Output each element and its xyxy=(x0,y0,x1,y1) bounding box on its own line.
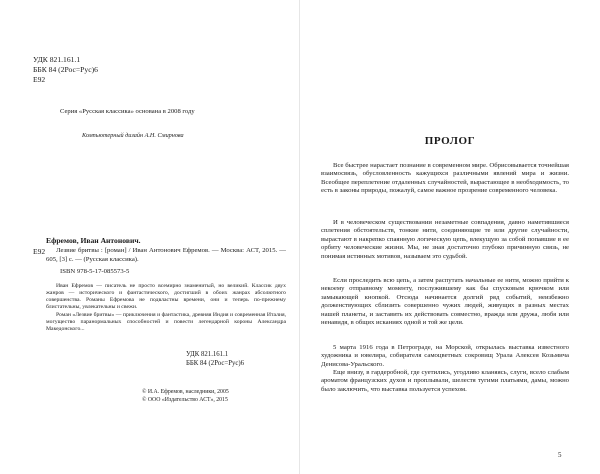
copyright-line: © И.А. Ефремов, наследники, 2005 xyxy=(142,389,229,395)
udk-code-small: УДК 821.161.1 xyxy=(186,351,229,358)
body-paragraph: Если проследить всю цепь, а затем распутать начальные ее нити, можно прийти к некоему отправному моменту, послужившему как бы спусковым крючком или замыкающей кнопкой. Отсюда начинается долгий ряд событий, неизбежно долженствующих сблизить совершенно чужих людей, живущих в разных местах нашей планеты, и заставить их действовать совместно, вражда или дружа, любя или ненавидя, в общих исканиях одной и той же цели. xyxy=(321,277,569,327)
udk-code: УДК 821.161.1 xyxy=(33,55,81,64)
annotation-paragraph: Иван Ефремов — писатель не просто всемирно знаменитый, но великий. Классик двух жанров — исторического и фантастического, достигший в обоих жанрах абсолютного совершенства. Романы Ефремова не подвластны времени, они и теперь по-прежнему блистательны, увлекательны и свежи. xyxy=(46,283,286,311)
page-number: 5 xyxy=(558,451,562,459)
copyright-line: © ООО «Издательство АСТ», 2015 xyxy=(142,397,228,403)
designer-credit: Компьютерный дизайн А.Н. Смирнова xyxy=(82,132,184,139)
catalog-author-heading: Ефремов, Иван Антонович. xyxy=(46,236,141,245)
body-paragraph: Еще внизу, в гардеробной, где суетились, угодливо кланяясь, слуги, всело слабым ароматом французских духов и проплывали, шелестя тугими платьями, дамы, можно было заключить, что выставка пользуется успехом. xyxy=(321,369,569,393)
chapter-title: ПРОЛОГ xyxy=(424,135,476,147)
series-note: Серия «Русская классика» основана в 2008 году xyxy=(60,108,195,115)
catalog-entry: Лезвие бритвы : [роман] / Иван Антонович Ефремов. — Москва: АСТ, 2015. — 605, [3] с. — (Русская классика). xyxy=(46,247,286,263)
author-code: Е92 xyxy=(33,75,46,84)
body-paragraph: Все быстрее нарастает познание в современном мире. Обрисовывается точнейшая взаимосвязь, обусловленность кажущихся различными явлений мира и жизни. Всеобщее переплетение отдаленных случайностей, вырастающее в необходимость, то есть в законы природы, пожалуй, самое важное прозрение современного человека. xyxy=(321,162,569,195)
body-paragraph: И в человеческом существовании незаметные совпадения, давно наметившиеся сплетения обстоятельств, тонкие нити, соединяющие те или другие случайности, вырастают в накрепко спаянную логическую цепь, влекущую за собой попавшие в ее орбиту человеческие жизни. Мы, не зная достаточно глубоко причинную связь, не понимая истинных мотивов, называем это судьбой. xyxy=(321,219,569,260)
bbk-code: ББК 84 (2Рос=Рус)6 xyxy=(33,65,98,74)
bbk-code-small: ББК 84 (2Рос=Рус)6 xyxy=(186,360,245,367)
annotation-paragraph: Роман «Лезвие бритвы» — приключения и фантастика, древняя Индия и современная Италия, могущество паранормальных способностей и повести легендарной короны Александра Македонского... xyxy=(46,312,286,333)
catalog-code: Е92 xyxy=(33,247,46,256)
page-gutter xyxy=(299,0,300,474)
isbn: ISBN 978-5-17-085573-5 xyxy=(60,268,130,275)
body-paragraph: 5 марта 1916 года в Петрограде, на Морской, открылась выставка известного художника и ювелира, собирателя самоцветных сокровищ Урала Алексея Козьмича Денисова-Уральского. xyxy=(321,344,569,368)
